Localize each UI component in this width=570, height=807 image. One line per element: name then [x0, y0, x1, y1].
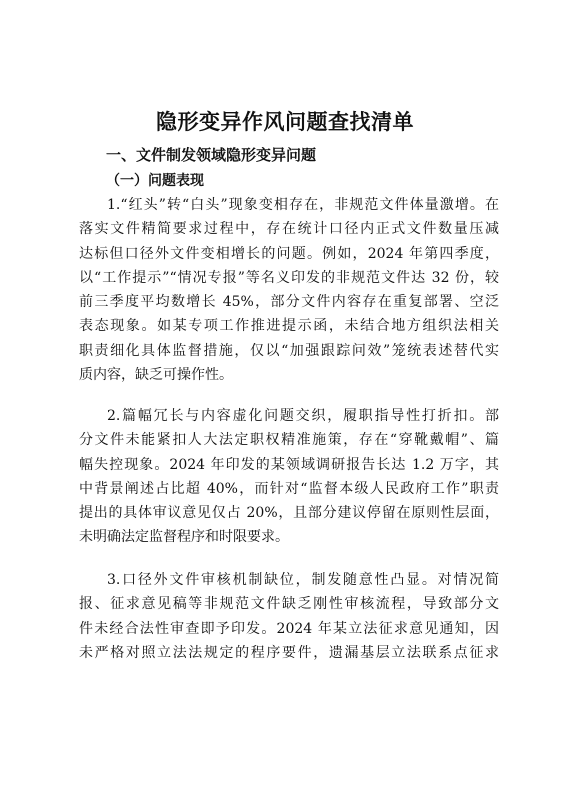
paragraph-line: 提出的具体审议意见仅占 20%，且部分建议停留在原则性层面，	[79, 505, 499, 522]
paragraph-line: 达标但口径外文件变相增长的问题。例如，2024 年第四季度，	[79, 245, 499, 262]
paragraph-line: 前三季度平均数增长 45%，部分文件内容存在重复部署、空泛	[79, 294, 499, 311]
paragraph-line: 3.口径外文件审核机制缺位，制发随意性凸显。对情况简	[107, 572, 499, 588]
paragraph-line: 2.篇幅冗长与内容虚化问题交织，履职指导性打折扣。部	[107, 408, 499, 424]
paragraph-line: 未严格对照立法法规定的程序要件，遗漏基层立法联系点征求	[79, 644, 499, 661]
paragraph-line: 分文件未能紧扣人大法定职权精准施策，存在“穿靴戴帽”、篇	[79, 432, 499, 449]
paragraph-line: 以“工作提示”“情况专报”等名义印发的非规范文件达 32 份，较	[79, 269, 499, 286]
paragraph-line: 报、征求意见稿等非规范文件缺乏刚性审核流程，导致部分文	[79, 596, 499, 613]
paragraph-line: 幅失控现象。2024 年印发的某领域调研报告长达 1.2 万字，其	[79, 456, 499, 473]
paragraph-line: 中背景阐述占比超 40%，而针对“监督本级人民政府工作”职责	[79, 480, 499, 497]
paragraph-line: 1.“红头”转“白头”现象变相存在，非规范文件体量激增。在	[107, 197, 499, 213]
paragraph-line: 职责细化具体监督措施，仅以“加强跟踪问效”笼统表述替代实	[79, 342, 499, 359]
paragraph-line: 未明确法定监督程序和时限要求。	[79, 529, 289, 546]
paragraph-line: 落实文件精简要求过程中，存在统计口径内正式文件数量压减	[79, 221, 499, 238]
section-heading: 一、文件制发领域隐形变异问题	[106, 146, 317, 164]
subsection-heading: （一）问题表现	[106, 173, 204, 189]
paragraph-3	[79, 568, 499, 665]
paragraph-1	[79, 193, 499, 387]
paragraph-2	[79, 404, 499, 550]
paragraph-line: 件未经合法性审查即予印发。2024 年某立法征求意见通知，因	[79, 620, 499, 637]
paragraph-line: 表态现象。如某专项工作推进提示函，未结合地方组织法相关	[79, 318, 499, 335]
paragraph-line: 质内容，缺乏可操作性。	[79, 367, 233, 384]
document-title: 隐形变异作风问题查找清单	[156, 109, 414, 134]
